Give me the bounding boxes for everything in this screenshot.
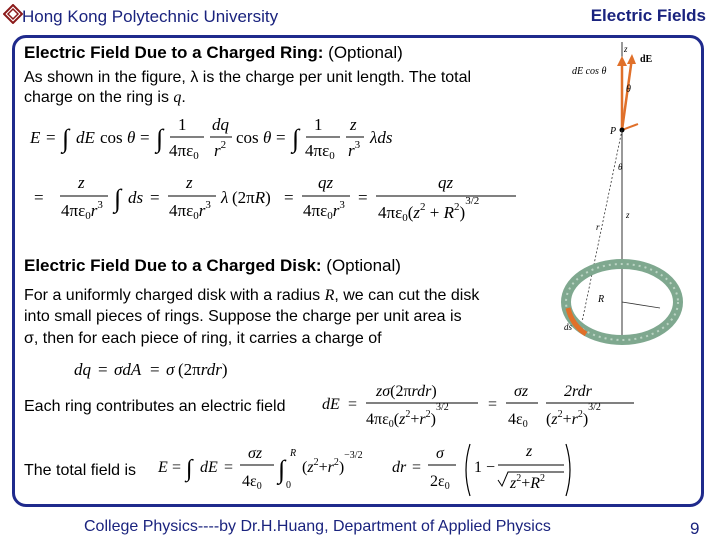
svg-text:4ε0: 4ε0: [508, 411, 528, 430]
disk-text-line1: [24, 286, 479, 306]
dE-arrowhead-icon: [627, 54, 636, 64]
dEcos-arrowhead-icon: [617, 56, 627, 66]
svg-text:z: z: [186, 173, 193, 192]
svg-text:σdA: σdA: [114, 360, 142, 379]
svg-text:1: 1: [314, 115, 323, 134]
total-field-equation: [156, 436, 576, 502]
university-title: Hong Kong Polytechnic University: [22, 7, 279, 26]
figure-r-label: r: [596, 222, 600, 232]
svg-text:E: E: [158, 459, 168, 476]
disk-heading-tail: (Optional): [321, 256, 401, 275]
svg-text:∫: ∫: [292, 124, 300, 153]
svg-text:cos: cos: [100, 128, 123, 147]
svg-text:∫: ∫: [186, 456, 193, 482]
svg-text:∫: ∫: [62, 124, 70, 153]
ring-contribution-label: Each ring contributes an electric field: [24, 398, 286, 415]
svg-text:(z2+r2)−3/2: $(z^2+r^2)^{-3/2}$: [302, 450, 363, 476]
svg-text:σ: σ: [436, 445, 444, 462]
figure-theta-top-label: θ: [626, 84, 631, 95]
svg-text:1 −: 1 −: [474, 459, 496, 476]
svg-text:=: =: [358, 188, 368, 207]
svg-text:σz: σz: [248, 445, 263, 462]
svg-text:ds: ds: [128, 188, 144, 207]
svg-text:z2+R2: $z^2+R^2$: [510, 473, 546, 492]
svg-text:r3: $r^3$: [348, 139, 361, 160]
svg-text:θ: θ: [263, 128, 272, 147]
svg-text:4πε0: 4πε0: [169, 141, 199, 162]
perp-arrow: [622, 124, 638, 130]
svg-text:=: =: [348, 396, 358, 413]
svg-text:0: 0: [286, 480, 291, 491]
footer-credit: College Physics----by Dr.H.Huang, Department of Applied Physics: [84, 518, 551, 535]
svg-text:λds: λds: [370, 128, 393, 147]
svg-text:zσ(2πrdr): zσ(2πrdr): [376, 383, 437, 400]
charged-ring-figure: [560, 40, 700, 360]
svg-text:2ε0: 2ε0: [430, 473, 450, 492]
ring-text-line2-post: .: [181, 89, 186, 106]
svg-text:4πε0r3: $4\pi\varepsilon 0r^3$: [169, 199, 211, 222]
svg-text:dq: dq: [212, 115, 229, 134]
ring-text-line1: As shown in the figure, λ is the charge per unit length. The total: [24, 69, 472, 86]
figure-z-mid-label: z: [626, 210, 630, 220]
disk-radius-var: R: [324, 287, 335, 304]
svg-text:=: =: [224, 459, 234, 476]
svg-text:=: =: [98, 360, 108, 379]
svg-text:z: z: [78, 173, 85, 192]
svg-text:=: =: [140, 128, 150, 147]
svg-text:4πε0(z2 + R2)3/2: $4\pi\varepsilon 0(z^2 + R^2)^{3/2}$: [378, 195, 480, 224]
svg-text:dE: dE: [76, 128, 95, 147]
svg-text:=: =: [488, 396, 498, 413]
svg-text:σz: σz: [514, 383, 529, 400]
ring-heading-tail: (Optional): [323, 43, 403, 62]
disk-text-line3: σ, then for each piece of ring, it carries a charge of: [24, 330, 382, 347]
svg-text:=: =: [276, 128, 286, 147]
svg-text:=: =: [172, 459, 182, 476]
svg-text:R: R: [290, 448, 297, 459]
ring-field-equation-1: [28, 112, 438, 166]
svg-text:4πε0(z2+r2)3/2: $4\pi\varepsilon 0(z^2+r^2)^{3/2}$: [366, 402, 449, 430]
svg-text:dE: dE: [200, 459, 218, 476]
svg-text:∫: ∫: [156, 124, 164, 153]
svg-text:2rdr: 2rdr: [564, 383, 592, 400]
figure-P-label: P: [610, 126, 617, 137]
figure-dE-label: dE: [640, 54, 653, 65]
total-field-label: The total field is: [24, 462, 137, 479]
svg-text:dE: dE: [322, 396, 340, 413]
svg-text:θ: θ: [127, 128, 136, 147]
svg-text:=: =: [150, 360, 160, 379]
svg-text:z: z: [350, 115, 357, 134]
figure-z-top-label: z: [624, 44, 628, 54]
svg-text:4πε0r3: $4\pi\varepsilon 0r^3$: [61, 199, 103, 222]
svg-text:∫: ∫: [114, 184, 122, 213]
svg-text:r2: $r^2$: [214, 139, 227, 160]
disk-heading-bold: Electric Field Due to a Charged Disk:: [24, 256, 322, 275]
page-number: 9: [690, 519, 700, 538]
svg-text:=: =: [150, 188, 160, 207]
svg-text:qz: qz: [318, 173, 334, 192]
svg-text:∫: ∫: [278, 455, 286, 484]
svg-text:4πε0: 4πε0: [305, 141, 335, 162]
svg-text:(2πR): (2πR): [232, 188, 271, 207]
svg-text:dr: dr: [392, 459, 407, 476]
svg-text:=: =: [412, 459, 422, 476]
ring-section-heading: [24, 43, 403, 63]
figure-ds-label: ds: [564, 322, 573, 332]
svg-text:1: 1: [178, 115, 187, 134]
ring-field-equation-2: [28, 168, 528, 230]
svg-text:=: =: [284, 188, 294, 207]
ring-charge-var: q: [173, 89, 182, 106]
svg-text:=: =: [34, 188, 44, 207]
slide-topic-title: Electric Fields: [590, 6, 706, 25]
svg-text:cos: cos: [236, 128, 259, 147]
svg-text:(z2+r2)3/2: $(z^2+r^2)^{3/2}$: [546, 402, 601, 428]
ring-text-line2-pre: charge on the ring is: [24, 89, 174, 106]
disk-text-line1-pre: For a uniformly charged disk with a radius: [24, 287, 325, 304]
svg-text:dq: dq: [74, 360, 91, 379]
svg-text:qz: qz: [438, 173, 454, 192]
ring-contribution-equation: [320, 378, 640, 434]
svg-text:4ε0: 4ε0: [242, 473, 262, 492]
svg-text:σ: σ: [166, 360, 175, 379]
figure-dEcos-label: dE cos θ: [572, 66, 607, 77]
svg-text:E: E: [30, 128, 41, 147]
disk-dq-equation: [72, 354, 252, 384]
university-logo-icon: [3, 4, 23, 24]
figure-R-label: R: [598, 294, 605, 305]
svg-text:λ: λ: [221, 188, 229, 207]
disk-text-line2: into small pieces of rings. Suppose the charge per unit area is: [24, 308, 462, 325]
ring-text-line2: [24, 88, 186, 108]
svg-text:(2πrdr): (2πrdr): [178, 360, 228, 379]
disk-text-line1-post: , we can cut the disk: [334, 287, 480, 304]
disk-section-heading: [24, 256, 401, 276]
svg-text:=: =: [46, 128, 56, 147]
ring-heading-bold: Electric Field Due to a Charged Ring:: [24, 43, 324, 62]
radius-line: [622, 302, 660, 308]
svg-text:4πε0r3: $4\pi\varepsilon 0r^3$: [303, 199, 345, 222]
svg-text:z: z: [526, 443, 533, 460]
figure-theta-bottom-label: θ: [618, 162, 623, 172]
